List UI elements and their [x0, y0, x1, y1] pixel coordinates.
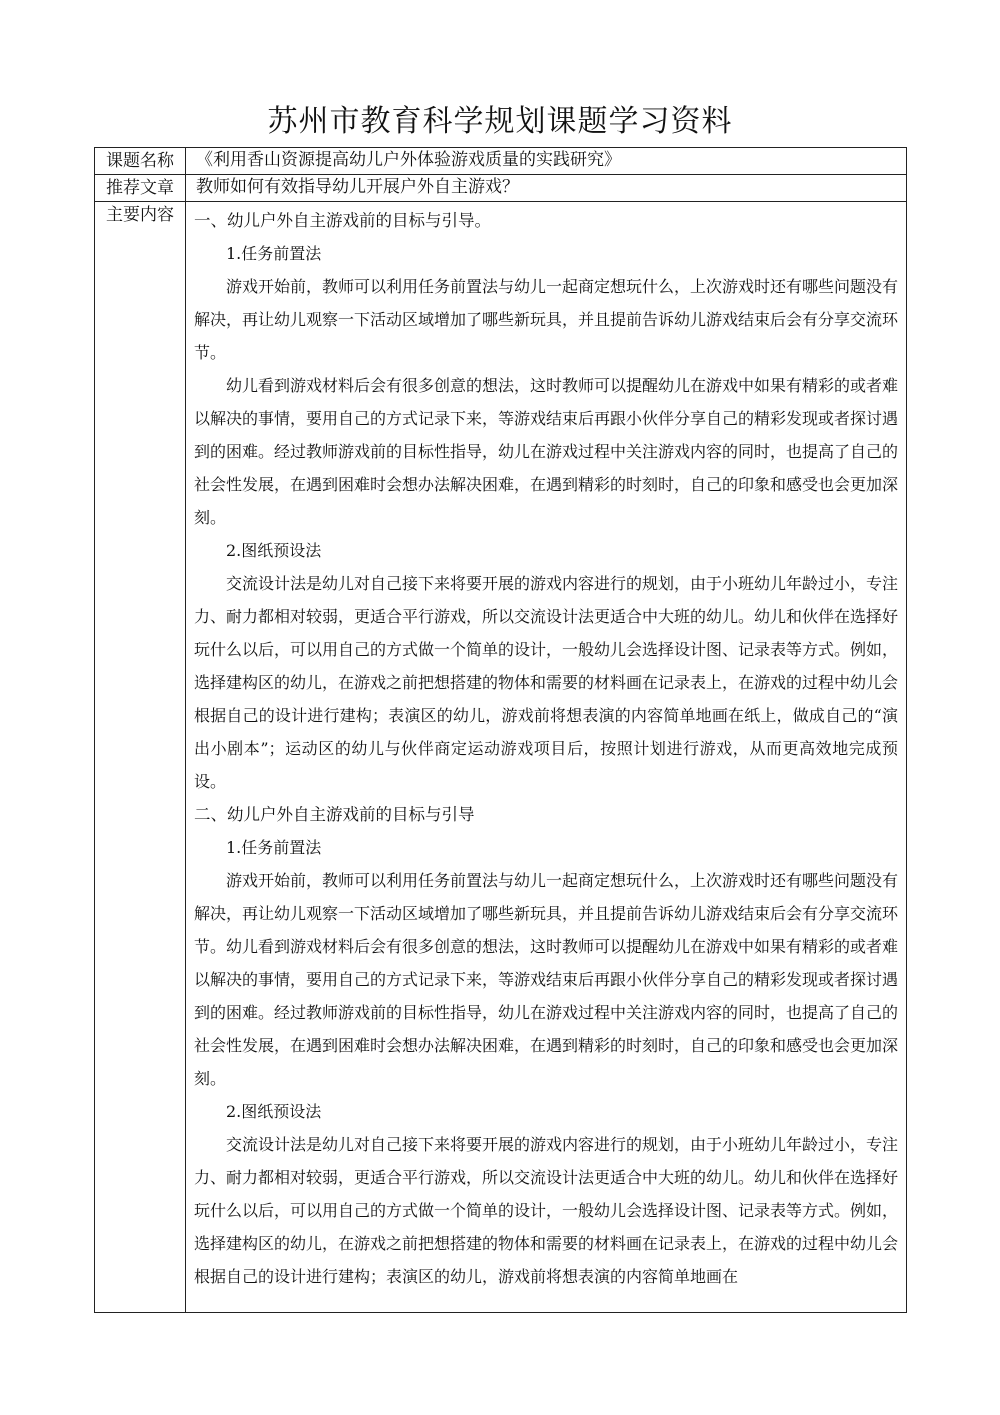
- table-row: [95, 202, 907, 1313]
- subsection-heading: 1.任务前置法: [226, 838, 322, 857]
- content-body: [186, 202, 907, 1313]
- document-title: 苏州市教育科学规划课题学习资料: [267, 104, 733, 139]
- content-label: 主要内容: [95, 202, 186, 1313]
- article-label: 推荐文章: [95, 175, 186, 202]
- subsection-heading: 1.任务前置法: [226, 244, 322, 263]
- paragraph: 交流设计法是幼儿对自己接下来将要开展的游戏内容进行的规划，由于小班幼儿年龄过小，专注力、耐力都相对较弱，更适合平行游戏，所以交流设计法更适合中大班的幼儿。幼儿和伙伴在选择好玩什么以后，可以用自己的方式做一个简单的设计，一般幼儿会选择设计图、记录表等方式。例如，选择建构区的幼儿，在游戏之前把想搭建的物体和需要的材料画在记录表上，在游戏的过程中幼儿会根据自己的设计进行建构；表演区的幼儿，游戏前将想表演的内容简单地画在: [194, 1135, 899, 1286]
- paragraph: 游戏开始前，教师可以利用任务前置法与幼儿一起商定想玩什么，上次游戏时还有哪些问题没有解决，再让幼儿观察一下活动区域增加了哪些新玩具，并且提前告诉幼儿游戏结束后会有分享交流环节。幼儿看到游戏材料后会有很多创意的想法，这时教师可以提醒幼儿在游戏中如果有精彩的或者难以解决的事情，要用自己的方式记录下来，等游戏结束后再跟小伙伴分享自己的精彩发现或者探讨遇到的困难。经过教师游戏前的目标性指导，幼儿在游戏过程中关注游戏内容的同时，也提高了自己的社会性发展，在遇到困难时会想办法解决困难，在遇到精彩的时刻时，自己的印象和感受也会更加深刻。: [194, 871, 899, 1088]
- info-table: [94, 147, 907, 1313]
- paragraph: 交流设计法是幼儿对自己接下来将要开展的游戏内容进行的规划，由于小班幼儿年龄过小，专注力、耐力都相对较弱，更适合平行游戏，所以交流设计法更适合中大班的幼儿。幼儿和伙伴在选择好玩什么以后，可以用自己的方式做一个简单的设计，一般幼儿会选择设计图、记录表等方式。例如，选择建构区的幼儿，在游戏之前把想搭建的物体和需要的材料画在记录表上，在游戏的过程中幼儿会根据自己的设计进行建构；表演区的幼儿，游戏前将想表演的内容简单地画在纸上，做成自己的“演出小剧本”；运动区的幼儿与伙伴商定运动游戏项目后，按照计划进行游戏，从而更高效地完成预设。: [194, 574, 899, 791]
- paragraph: 幼儿看到游戏材料后会有很多创意的想法，这时教师可以提醒幼儿在游戏中如果有精彩的或者难以解决的事情，要用自己的方式记录下来，等游戏结束后再跟小伙伴分享自己的精彩发现或者探讨遇到的困难。经过教师游戏前的目标性指导，幼儿在游戏过程中关注游戏内容的同时，也提高了自己的社会性发展，在遇到困难时会想办法解决困难，在遇到精彩的时刻时，自己的印象和感受也会更加深刻。: [194, 376, 899, 527]
- article-value: 教师如何有效指导幼儿开展户外自主游戏？: [186, 175, 907, 202]
- subsection-heading: 2.图纸预设法: [226, 541, 322, 560]
- section-heading: 一、幼儿户外自主游戏前的目标与引导。: [194, 211, 491, 230]
- section-heading: 二、幼儿户外自主游戏前的目标与引导: [194, 805, 475, 824]
- table-row: [95, 148, 907, 175]
- table-row: [95, 175, 907, 202]
- paragraph: 游戏开始前，教师可以利用任务前置法与幼儿一起商定想玩什么，上次游戏时还有哪些问题没有解决，再让幼儿观察一下活动区域增加了哪些新玩具，并且提前告诉幼儿游戏结束后会有分享交流环节。: [194, 277, 899, 362]
- topic-value: 《利用香山资源提高幼儿户外体验游戏质量的实践研究》: [186, 148, 907, 175]
- topic-label: 课题名称: [95, 148, 186, 175]
- subsection-heading: 2.图纸预设法: [226, 1102, 322, 1121]
